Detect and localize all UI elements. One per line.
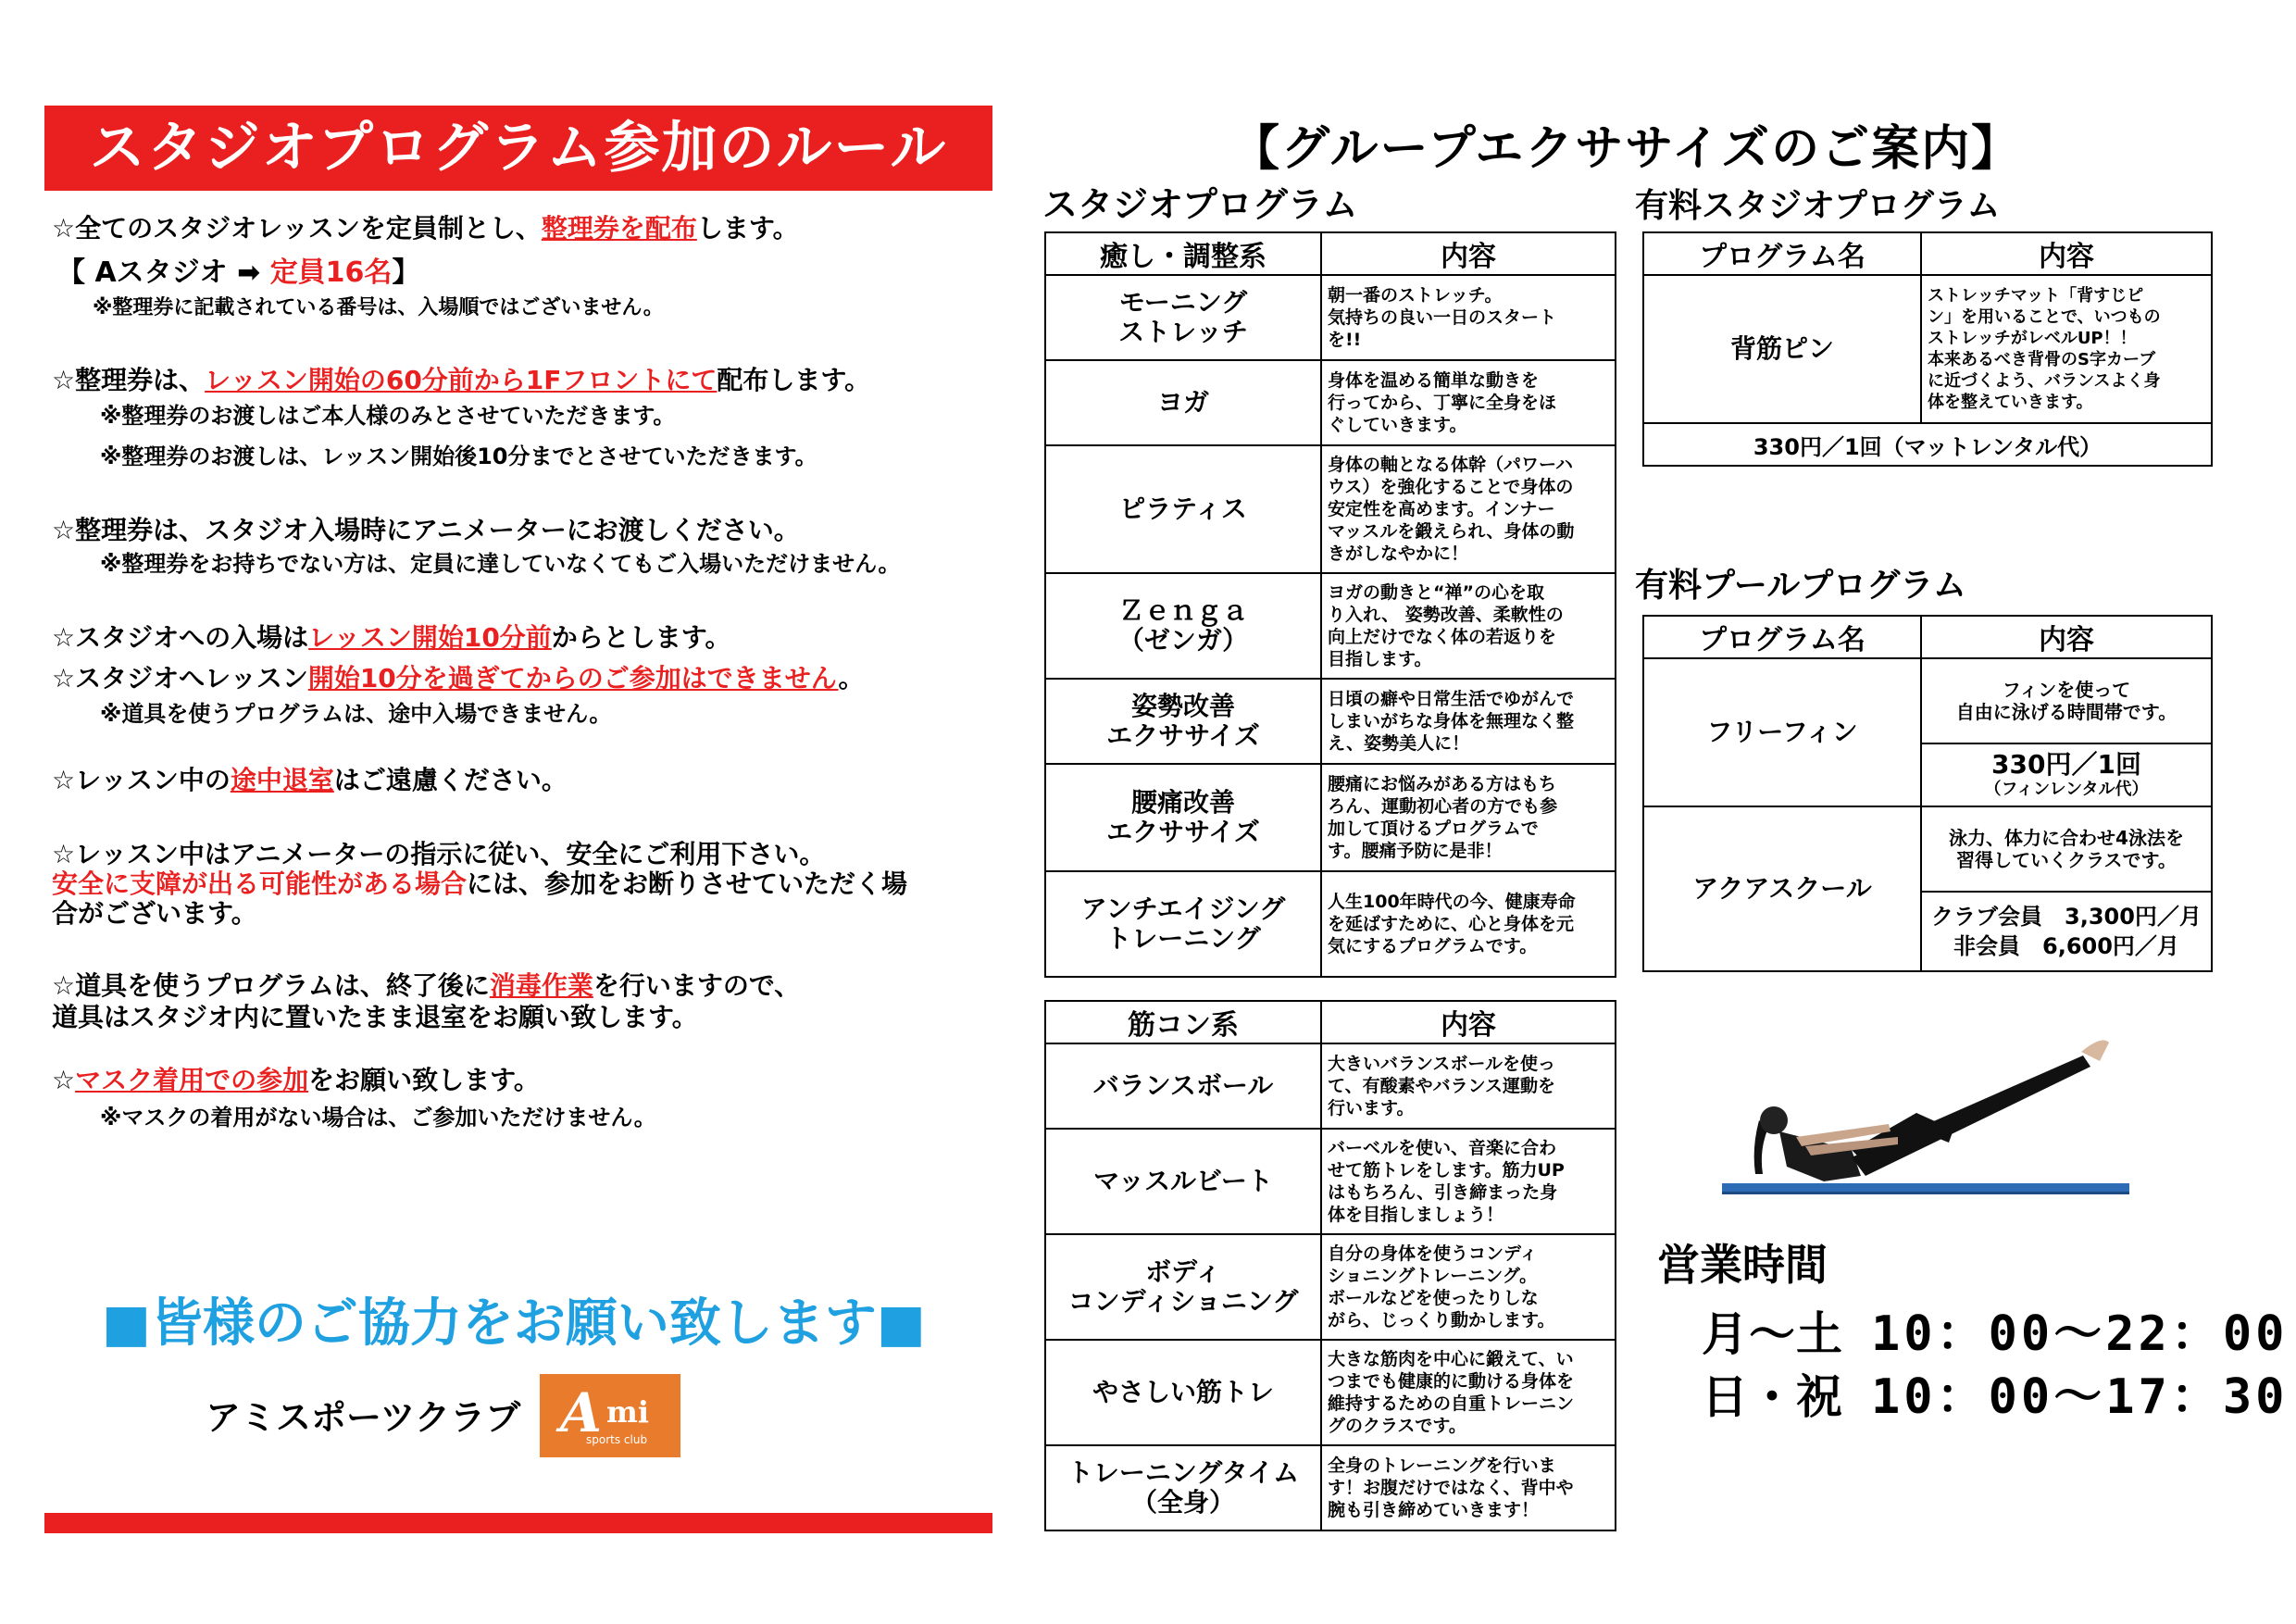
rule-safety-line3: 合がございます。 — [52, 898, 257, 929]
rule-safety-line2: 安全に支障が出る可能性がある場合には、参加をお断りさせていただく場 — [52, 868, 908, 899]
program-desc: 身体を温める簡単な動きを 行ってから、丁寧に全身をほ ぐしていきます。 — [1321, 360, 1616, 445]
paid-studio-col-name: プログラム名 — [1643, 232, 1921, 275]
program-desc: 自分の身体を使うコンディ ショニングトレーニング。 ボールなどを使ったりしな がら、じっくり動かします。 — [1321, 1234, 1616, 1340]
paid-studio-price: 330円／1回（マットレンタル代） — [1643, 423, 2212, 466]
program-name: ボディ コンディショニング — [1045, 1234, 1321, 1340]
program-desc: 人生100年時代の今、健康寿命 を延ばすために、心と身体を元 気にするプログラムです。 — [1321, 871, 1616, 977]
table-row — [1045, 679, 1616, 764]
program-name: ヨガ — [1045, 360, 1321, 445]
program-name: Ｚｅｎｇａ （ゼンガ） — [1045, 573, 1321, 679]
hours-title: 営業時間 — [1657, 1240, 1828, 1290]
program-desc: ヨガの動きと“禅”の心を取 り入れ、 姿勢改善、柔軟性の 向上だけでなく体の若返りを 目指します。 — [1321, 573, 1616, 679]
paid-pool-title: 有料プールプログラム — [1635, 567, 1966, 605]
paid-pool-col-name: プログラム名 — [1643, 616, 1921, 658]
table-row — [1045, 871, 1616, 977]
program-desc: 大きな筋肉を中心に鍛えて、い つまでも健康的に動ける身体を 維持するための自重トレーニン グのクラスです。 — [1321, 1340, 1616, 1445]
program-desc: 身体の軸となる体幹（パワーハ ウス）を強化することで身体の 安定性を高めます。インナー マッスルを鍛えられ、身体の動 きがしなやかに！ — [1321, 445, 1616, 573]
program-desc: バーベルを使い、音楽に合わ せて筋トレをします。筋力UP はもちろん、引き締まった身 体を目指しましょう！ — [1321, 1129, 1616, 1234]
note-no-ticket: ※整理券をお持ちでない方は、定員に達していなくてもご入場いただけません。 — [100, 551, 901, 577]
aqua-price-nonmember: 非会員 6,600円／月 — [1953, 933, 2179, 959]
table-row — [1643, 423, 2212, 466]
program-name: トレーニングタイム （全身） — [1045, 1445, 1321, 1530]
table-row — [1045, 1129, 1616, 1234]
program-name: モーニング ストレッチ — [1045, 275, 1321, 360]
rule-disinfect-line1: ☆道具を使うプログラムは、終了後に消毒作業を行いますので、 — [52, 970, 801, 1001]
rule-safety-line1: ☆レッスン中はアニメーターの指示に従い、安全にご利用下さい。 — [52, 839, 826, 869]
paid-studio-col-content: 内容 — [1921, 232, 2212, 275]
studio-program-title: スタジオプログラム — [1042, 184, 1358, 225]
program-desc: ストレッチマット「背すじピ ン」を用いることで、いつもの ストレッチがレベルUP！！ 本来あるべき背骨のS字カーブ に近づくよう、バランスよく身 体を整えていきます。 — [1921, 275, 2212, 423]
program-desc: 朝一番のストレッチ。 気持ちの良い一日のスタート を!! — [1321, 275, 1616, 360]
studio-a-capacity: 【 Aスタジオ ➡ 定員16名】 — [57, 256, 420, 289]
program-name: バランスボール — [1045, 1043, 1321, 1129]
muscle-col-content: 内容 — [1321, 1001, 1616, 1043]
fin-price-cell — [1921, 743, 2212, 806]
woman-exercising-icon — [1722, 1028, 2139, 1213]
note-mask: ※マスクの着用がない場合は、ご参加いただけません。 — [100, 1105, 656, 1131]
healing-table — [1044, 231, 1616, 978]
program-desc: 全身のトレーニングを行いま す！お腹だけではなく、背中や 腕も引き締めていきます！ — [1321, 1445, 1616, 1530]
hours-weekday-days: 月～土 — [1702, 1307, 1843, 1361]
aqua-price-member: クラブ会員 3,300円／月 — [1931, 904, 2202, 930]
rule-mask: ☆マスク着用での参加をお願い致します。 — [52, 1065, 540, 1095]
hours-weekday — [1702, 1294, 2288, 1364]
muscle-table — [1044, 1000, 1616, 1531]
program-desc: 大きいバランスボールを使っ て、有酸素やバランス運動を 行います。 — [1321, 1043, 1616, 1129]
hours-holiday-time: 10：00～17：30 — [1871, 1369, 2289, 1425]
paid-pool-col-content: 内容 — [1921, 616, 2212, 658]
table-row — [1045, 1043, 1616, 1129]
club-name: アミスポーツクラブ — [206, 1397, 521, 1438]
muscle-col-category: 筋コン系 — [1045, 1001, 1321, 1043]
main-title: 【グループエクササイズのご案内】 — [1231, 121, 2022, 177]
program-name: アンチエイジング トレーニング — [1045, 871, 1321, 977]
program-desc: 日頃の癖や日常生活でゆがんで しまいがちな身体を無理なく整 え、姿勢美人に！ — [1321, 679, 1616, 764]
rule-ticket-distribution: ☆整理券は、レッスン開始の60分前から1Fフロントにて配布します。 — [52, 365, 871, 395]
table-row — [1045, 764, 1616, 871]
program-name: 腰痛改善 エクササイズ — [1045, 764, 1321, 871]
rule-hand-ticket: ☆整理券は、スタジオ入場時にアニメーターにお渡しください。 — [52, 515, 800, 545]
logo-letters-mi: mi — [606, 1394, 650, 1430]
program-desc: 腰痛にお悩みがある方はもち ろん、運動初心者の方でも参 加して頂けるプログラムで す。腰痛予防に是非！ — [1321, 764, 1616, 871]
paid-studio-title: 有料スタジオプログラム — [1635, 187, 2001, 225]
program-desc: 泳力、体力に合わせ4泳法を 習得していくクラスです。 — [1921, 806, 2212, 892]
table-row — [1045, 573, 1616, 679]
table-row — [1045, 1445, 1616, 1530]
rules-title: スタジオプログラム参加のルール — [44, 106, 992, 191]
program-name: アクアスクール — [1643, 806, 1921, 971]
healing-col-category: 癒し・調整系 — [1045, 232, 1321, 275]
note-ticket-self-only: ※整理券のお渡しはご本人様のみとさせていただきます。 — [100, 403, 676, 429]
table-row — [1045, 1340, 1616, 1445]
program-desc: フィンを使って 自由に泳げる時間帯です。 — [1921, 658, 2212, 743]
program-name: ピラティス — [1045, 445, 1321, 573]
rule-entry-time: ☆スタジオへの入場はレッスン開始10分前からとします。 — [52, 622, 731, 653]
rule-leaving: ☆レッスン中の途中退室はご遠慮ください。 — [52, 765, 568, 795]
rule-late-entry: ☆スタジオへレッスン開始10分を過ぎてからのご参加はできません。 — [52, 663, 865, 693]
fin-price-note: （フィンレンタル代） — [1984, 780, 2149, 799]
program-name: やさしい筋トレ — [1045, 1340, 1321, 1445]
program-name: 背筋ピン — [1643, 275, 1921, 423]
logo-letter-a: A — [560, 1381, 603, 1444]
program-name: マッスルビート — [1045, 1129, 1321, 1234]
note-equipment-late: ※道具を使うプログラムは、途中入場できません。 — [100, 701, 612, 727]
program-name: 姿勢改善 エクササイズ — [1045, 679, 1321, 764]
table-row — [1045, 275, 1616, 360]
rule-disinfect-line2: 道具はスタジオ内に置いたまま退室をお願い致します。 — [52, 1002, 698, 1032]
hours-weekday-time: 10：00～22：00 — [1871, 1306, 2289, 1362]
table-row — [1643, 806, 2212, 892]
table-row — [1643, 275, 2212, 423]
closing-message: ■皆様のご協力をお願い致します■ — [102, 1293, 926, 1354]
hours-holiday — [1702, 1357, 2288, 1427]
fin-price: 330円／1回 — [1991, 749, 2141, 780]
paid-studio-table — [1642, 231, 2213, 467]
bottom-red-bar — [44, 1513, 992, 1533]
healing-col-content: 内容 — [1321, 232, 1616, 275]
table-row — [1643, 658, 2212, 743]
note-ticket-number: ※整理券に記載されている番号は、入場順ではございません。 — [93, 296, 664, 319]
logo-subtitle: sports club — [586, 1433, 648, 1446]
rule-numbered-tickets: ☆全てのスタジオレッスンを定員制とし、整理券を配布します。 — [52, 213, 799, 244]
program-name: フリーフィン — [1643, 658, 1921, 806]
aqua-price-cell — [1921, 892, 2212, 971]
club-logo — [540, 1374, 680, 1457]
paid-pool-table — [1642, 615, 2213, 972]
hours-holiday-days: 日・祝 — [1702, 1370, 1843, 1424]
note-ticket-deadline: ※整理券のお渡しは、レッスン開始後10分までとさせていただきます。 — [100, 443, 817, 469]
table-row — [1045, 445, 1616, 573]
table-row — [1045, 1234, 1616, 1340]
table-row — [1045, 360, 1616, 445]
